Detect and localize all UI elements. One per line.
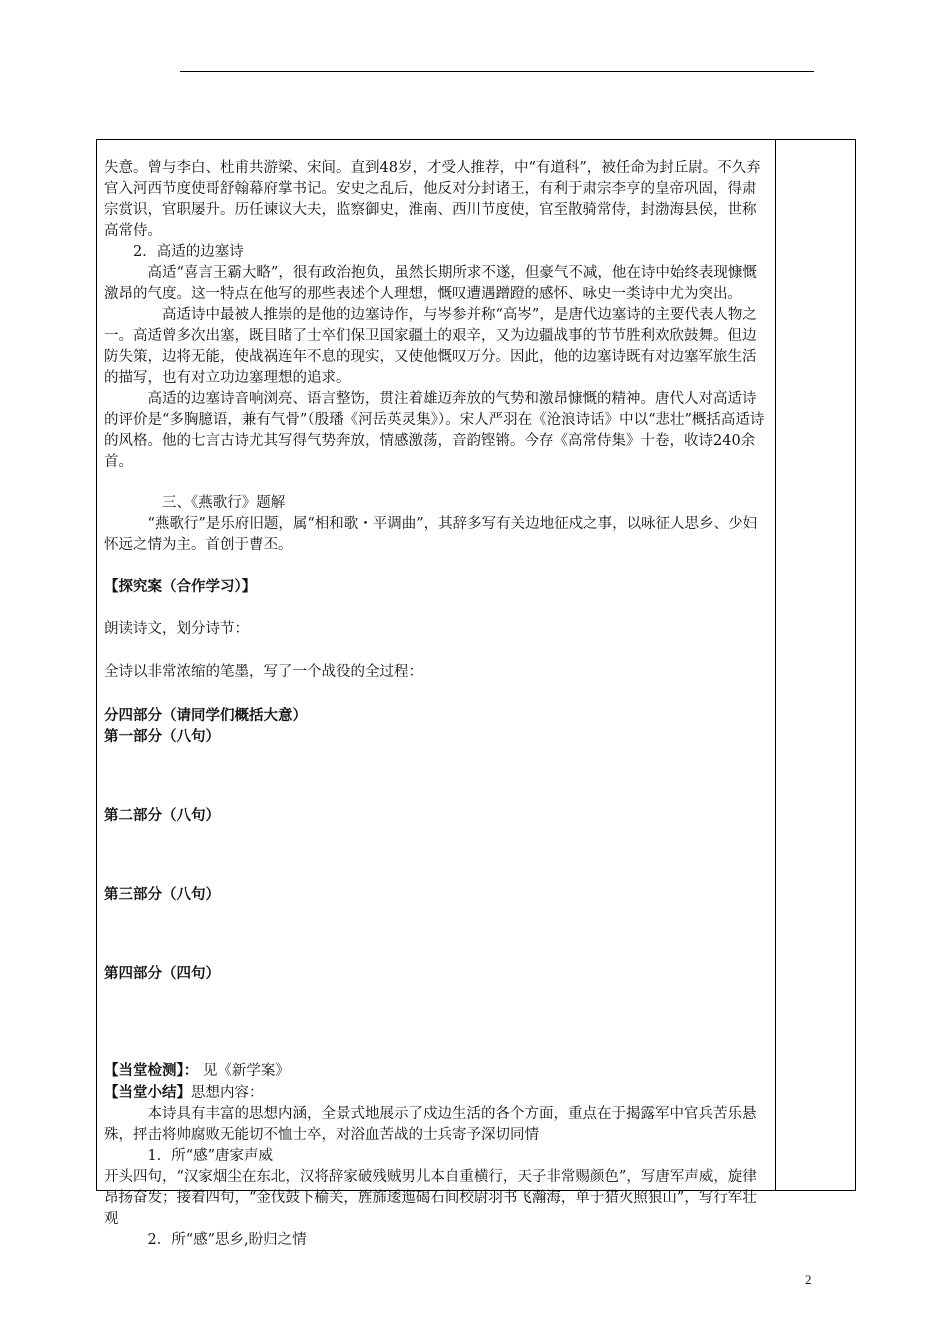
part-2-label: 第二部分（八句） bbox=[104, 807, 220, 824]
point-1-paragraph: 开头四句，“汉家烟尘在东北，汉将辞家破残贼男儿本自重横行，天子非常赐颜色”，写唐军声威，旋律昂扬奋发；接着四句，“金伐鼓下榆关，旌旆逶迤碣石间校尉羽书飞瀚海，单于猎火照狼山”，写行军壮观 bbox=[104, 1169, 757, 1227]
explore-heading: 【探究案（合作学习）】 bbox=[104, 578, 257, 595]
part-3-label: 第三部分（八句） bbox=[104, 886, 220, 903]
class-summary-label: 【当堂小结】 bbox=[104, 1084, 191, 1101]
header-rule bbox=[180, 71, 814, 72]
answer-space-part-3 bbox=[104, 905, 767, 963]
frontier-paragraph-3: 高适的边塞诗音响浏亮、语言整饬，贯注着雄迈奔放的气势和激昂慷慨的精神。唐代人对高适诗的评价是“多胸臆语，兼有气骨”（殷璠《河岳英灵集》）。宋人严羽在《沧浪诗话》中以“悲壮”概括高适诗的风格。他的七言古诗尤其写得气势奔放，情感激荡，音韵铿锵。今存《高常侍集》十卷，收诗240余首。 bbox=[104, 391, 765, 470]
class-check-text: 见《新学案》 bbox=[202, 1063, 290, 1079]
point-1-heading: 1．所“感”唐家声威 bbox=[147, 1148, 274, 1164]
spacer bbox=[104, 640, 767, 662]
part-1-label: 第一部分（八句） bbox=[104, 728, 220, 745]
answer-space-part-2 bbox=[104, 826, 767, 884]
class-summary-text: 思想内容： bbox=[191, 1085, 264, 1101]
frontier-paragraph-1: 高适“喜言王霸大略”，很有政治抱负，虽然长期所求不遂，但豪气不减，他在诗中始终表现慷慨激昂的气度。这一特点在他写的那些表述个人理想，慨叹遭遇蹭蹬的感怀、咏史一类诗中尤为突出。 bbox=[104, 265, 757, 302]
biography-paragraph: 失意。曾与李白、杜甫共游梁、宋间。直到48岁，才受人推荐，中“有道科”，被任命为封丘尉。不久弃官入河西节度使哥舒翰幕府掌书记。安史之乱后，他反对分封诸王，有利于肃宗李亨的皇帝巩固，得肃宗赏识，官职屡升。历任谏议大夫，监察御史，淮南、西川节度使，官至散骑常侍，封渤海县侯，世称高常侍。 bbox=[104, 160, 761, 239]
section-heading-title-explanation: 三、《燕歌行》题解 bbox=[162, 495, 286, 511]
point-2-heading: 2．所“感”思乡,盼归之情 bbox=[147, 1232, 307, 1248]
class-check-label: 【当堂检测】： bbox=[104, 1062, 199, 1079]
task-read-aloud: 朗读诗文，划分诗节： bbox=[104, 621, 249, 637]
spacer bbox=[104, 473, 767, 493]
spacer bbox=[104, 556, 767, 576]
class-check-line bbox=[104, 1060, 767, 1082]
part-4-label: 第四部分（四句） bbox=[104, 965, 220, 982]
column-divider bbox=[775, 139, 776, 1191]
page-number: 2 bbox=[805, 1272, 812, 1287]
answer-space-part-1 bbox=[104, 747, 767, 805]
class-summary-line bbox=[104, 1082, 767, 1104]
frontier-paragraph-2: 高适诗中最被人推崇的是他的边塞诗作，与岑参并称“高岑”，是唐代边塞诗的主要代表人物之一。高适曾多次出塞，既目睹了士卒们保卫国家疆土的艰辛，又为边疆战事的节节胜利欢欣鼓舞。但边防失策，边将无能，使战祸连年不息的现实，又使他慨叹万分。因此，他的边塞诗既有对边塞军旅生活的描写，也有对立功边塞理想的追求。 bbox=[104, 307, 757, 386]
title-explanation-paragraph: “燕歌行”是乐府旧题，属“相和歌・平调曲”，其辞多写有关边地征戍之事，以咏征人思乡、少妇怀远之情为主。首创于曹丕。 bbox=[104, 516, 758, 553]
parts-intro: 分四部分（请同学们概括大意） bbox=[104, 707, 307, 724]
section-heading-frontier-poems: 2．高适的边塞诗 bbox=[133, 244, 244, 260]
main-content bbox=[104, 158, 767, 1251]
task-summary: 全诗以非常浓缩的笔墨，写了一个战役的全过程： bbox=[104, 664, 423, 680]
spacer bbox=[104, 683, 767, 705]
summary-paragraph: 本诗具有丰富的思想内涵，全景式地展示了戍边生活的各个方面，重点在于揭露军中官兵苦乐悬殊，抨击将帅腐败无能切不恤士卒，对浴血苦战的士兵寄予深切同情 bbox=[104, 1106, 757, 1143]
spacer bbox=[104, 597, 767, 619]
answer-space-part-4 bbox=[104, 984, 767, 1060]
